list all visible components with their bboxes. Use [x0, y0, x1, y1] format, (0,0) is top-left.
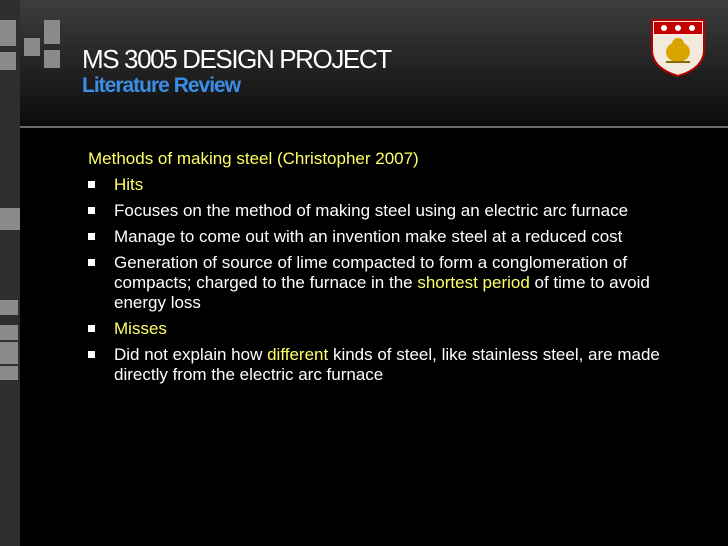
square-bullet-icon: [88, 233, 95, 240]
square-bullet-icon: [88, 325, 95, 332]
sidebar-square: [0, 342, 18, 364]
highlight-text: different: [267, 345, 329, 364]
bullet-text-start: Generation of source of lime compacted to form a conglomeration of compacts; charged to the furnace in the: [114, 253, 628, 292]
bullet-text-end: of time to avoid energy loss: [114, 273, 650, 312]
bullet-item: [88, 253, 688, 313]
university-crest-icon: [648, 16, 708, 78]
bullet-text-end: kinds of steel, like stainless steel, are made directly from the electric arc furnace: [114, 345, 660, 384]
highlight-text: shortest period: [417, 273, 530, 292]
sidebar-square: [0, 366, 18, 380]
header-divider: [0, 126, 728, 128]
header-square: [44, 20, 60, 44]
left-sidebar-decoration: [0, 0, 20, 546]
bullet-hits: [88, 175, 688, 195]
bullet-item: [88, 227, 688, 247]
bullet-text: Hits: [114, 175, 144, 194]
bullet-text: Manage to come out with an invention make steel at a reduced cost: [114, 227, 623, 246]
sidebar-square: [0, 325, 18, 340]
sidebar-square: [0, 208, 20, 230]
header-square: [44, 50, 60, 68]
square-bullet-icon: [88, 207, 95, 214]
bullet-item: [88, 201, 688, 221]
square-bullet-icon: [88, 351, 95, 358]
slide-title: MS 3005 DESIGN PROJECT: [82, 44, 391, 74]
bullet-misses: [88, 319, 688, 339]
square-bullet-icon: [88, 259, 95, 266]
section-heading: Methods of making steel (Christopher 2007): [88, 149, 419, 168]
sidebar-square: [0, 300, 18, 315]
square-bullet-icon: [88, 181, 95, 188]
sidebar-square: [0, 52, 16, 70]
slide-body: [88, 149, 688, 391]
bullet-text: Misses: [114, 319, 167, 338]
bullet-item: [88, 345, 688, 385]
header-square: [24, 38, 40, 56]
bullet-text: Focuses on the method of making steel using an electric arc furnace: [114, 201, 629, 220]
sidebar-square: [0, 20, 16, 46]
slide-subtitle: Literature Review: [82, 74, 241, 97]
bullet-text-start: Did not explain how: [114, 345, 268, 364]
